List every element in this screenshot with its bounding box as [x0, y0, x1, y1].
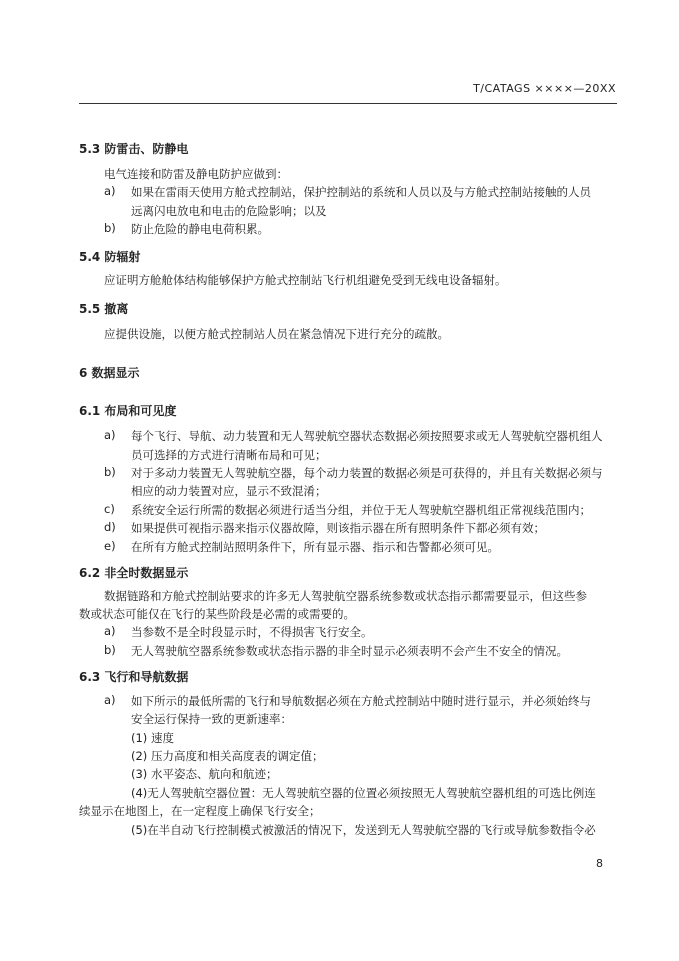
list-label: c) — [104, 502, 115, 516]
list-item-text: 无人驾驶航空器系统参数或状态指示器的非全时显示必须表明不会产生不安全的情况。 — [131, 644, 568, 658]
list-item-text: 在所有方舱式控制站照明条件下，所有显示器、指示和告警都必须可见。 — [131, 540, 499, 554]
list-item-text: 员可选择的方式进行清晰布局和可见； — [131, 448, 327, 462]
document-code: T/CATAGS ××××—20XX — [473, 82, 616, 95]
list-label: a) — [104, 428, 116, 442]
section-6-heading: 6 数据显示 — [79, 366, 140, 380]
section-5-5-text: 应提供设施，以便方舱式控制站人员在紧急情况下进行充分的疏散。 — [104, 327, 449, 341]
list-item-text: 防止危险的静电电荷积累。 — [131, 222, 269, 236]
list-item-text: 相应的动力装置对应，显示不致混淆； — [131, 484, 327, 498]
sub-item: (1) 速度 — [131, 731, 174, 745]
page-number: 8 — [596, 857, 603, 870]
list-label: d) — [104, 520, 116, 534]
list-label: b) — [104, 643, 116, 657]
header-rule — [79, 103, 617, 104]
list-item-text: 远离闪电放电和电击的危险影响；以及 — [131, 204, 327, 218]
sub-item: (2) 压力高度和相关高度表的调定值； — [131, 749, 324, 763]
section-6-2-text: 数据链路和方舱式控制站要求的许多无人驾驶航空器系统参数或状态指示都需要显示，但这些参 — [104, 589, 587, 603]
sub-item: 续显示在地图上，在一定程度上确保飞行安全； — [79, 804, 321, 818]
section-6-1-heading: 6.1 布局和可见度 — [79, 404, 177, 418]
list-item-text: 对于多动力装置无人驾驶航空器，每个动力装置的数据必须是可获得的，并且有关数据必须与 — [131, 466, 603, 480]
list-label: b) — [104, 221, 116, 235]
list-item-text: 当参数不是全时段显示时，不得损害飞行安全。 — [131, 625, 373, 639]
list-label: b) — [104, 465, 116, 479]
section-6-3-heading: 6.3 飞行和导航数据 — [79, 670, 189, 684]
list-item-text: 系统安全运行所需的数据必须进行适当分组，并位于无人驾驶航空器机组正常视线范围内； — [131, 503, 591, 517]
list-item-text: 安全运行保持一致的更新速率： — [131, 712, 292, 726]
list-item-text: 如下所示的最低所需的飞行和导航数据必须在方舱式控制站中随时进行显示，并必须始终与 — [131, 694, 591, 708]
list-item-text: 每个飞行、导航、动力装置和无人驾驶航空器状态数据必须按照要求或无人驾驶航空器机组人 — [131, 429, 603, 443]
section-5-4-heading: 5.4 防辐射 — [79, 250, 141, 264]
list-item-text: 如果提供可视指示器来指示仪器故障，则该指示器在所有照明条件下都必须有效； — [131, 521, 545, 535]
section-6-2-heading: 6.2 非全时数据显示 — [79, 566, 189, 580]
section-5-3-intro: 电气连接和防雷及静电防护应做到： — [104, 167, 288, 181]
sub-item: (3) 水平姿态、航向和航迹； — [131, 767, 278, 781]
section-6-2-text: 数或状态可能仅在飞行的某些阶段是必需的或需要的。 — [79, 607, 355, 621]
sub-item: (4)无人驾驶航空器位置：无人驾驶航空器的位置必须按照无人驾驶航空器机组的可选比例连 — [131, 786, 596, 800]
section-5-5-heading: 5.5 撤离 — [79, 302, 129, 316]
section-5-3-heading: 5.3 防雷击、防静电 — [79, 142, 189, 156]
list-label: a) — [104, 624, 116, 638]
sub-item: (5)在半自动飞行控制模式被激活的情况下，发送到无人驾驶航空器的飞行或导航参数指令必 — [131, 823, 596, 837]
section-5-4-text: 应证明方舱舱体结构能够保护方舱式控制站飞行机组避免受到无线电设备辐射。 — [104, 273, 507, 287]
list-item-text: 如果在雷雨天使用方舱式控制站，保护控制站的系统和人员以及与方舱式控制站接触的人员 — [131, 185, 591, 199]
list-label: e) — [104, 539, 116, 553]
list-label: a) — [104, 184, 116, 198]
list-label: a) — [104, 693, 116, 707]
